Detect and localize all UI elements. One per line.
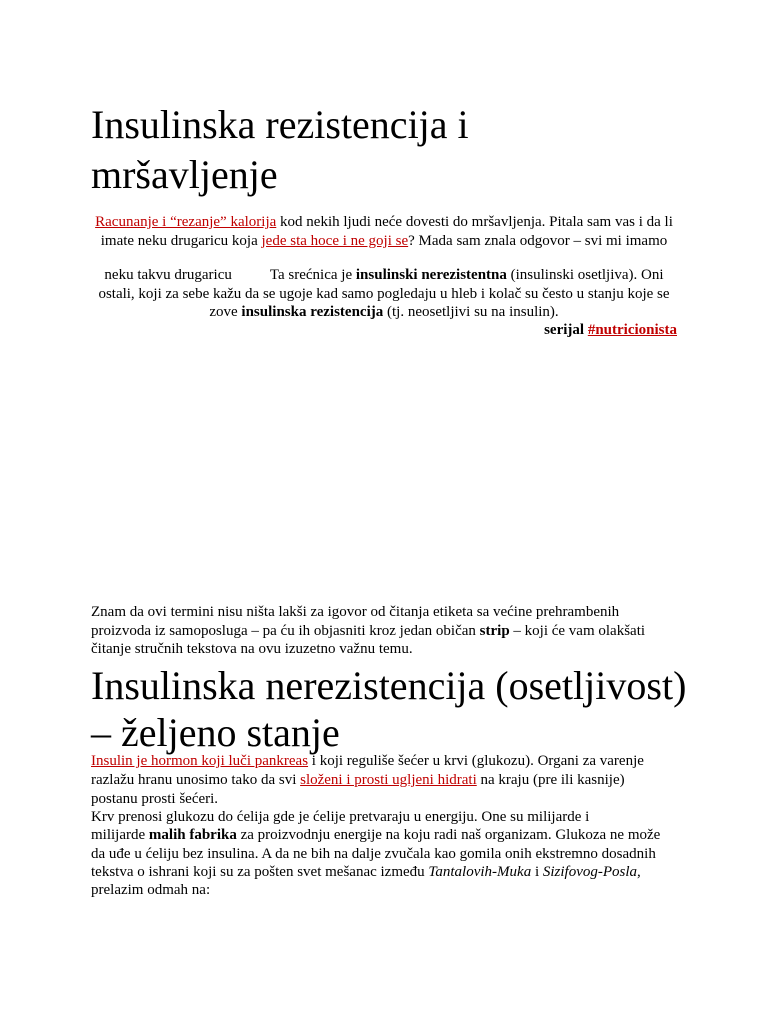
nutricionista-hashtag-link[interactable]: #nutricionista xyxy=(587,322,677,338)
para2-line-2 xyxy=(91,622,645,641)
intro-text: kod nekih ljudi neće dovesti do mršavljenja. Pitala sam vas i da li xyxy=(276,214,673,230)
intro-line-3 xyxy=(0,266,768,285)
intro-text: ? Mada sam znala odgovor – svi mi imamo xyxy=(408,233,668,249)
intro-text: neku takvu drugaricu xyxy=(104,267,232,283)
para3-line-1 xyxy=(91,752,644,771)
strip-term: strip xyxy=(479,623,510,639)
para2-text: proizvoda iz samoposluga – pa ću ih objasniti kroz jedan običan xyxy=(91,623,480,639)
calorie-counting-link[interactable]: Racunanje i “rezanje” kalorija xyxy=(95,214,277,230)
eats-and-stays-thin-link[interactable]: jede sta hoce i ne goji se xyxy=(261,233,409,249)
para3-text: milijarde xyxy=(91,827,149,843)
para3-line-4: Krv prenosi glukozu do ćelija gde je ćelije pretvaraju u energiju. One su milijarde i xyxy=(91,809,590,825)
para3-text: na kraju (pre ili kasnije) xyxy=(476,772,625,788)
intro-line-4 xyxy=(0,285,768,304)
intro-line-1 xyxy=(0,213,768,232)
para3-line-2 xyxy=(91,771,625,790)
section-heading-line-2: – željeno stanje xyxy=(91,710,340,755)
tantalus-term: Tantalovih-Muka xyxy=(428,864,532,880)
para3-text: tekstva o ishrani koji su za pošten svet mešanac između xyxy=(91,864,429,880)
small-factories-term: malih fabrika xyxy=(148,827,237,843)
sisyphus-term: Sizifovog-Posla xyxy=(542,864,638,880)
insulin-sensitive-term: insulinski nerezistentna xyxy=(355,267,507,283)
insulin-hormone-link[interactable]: Insulin je hormon koji luči pankreas xyxy=(91,753,309,769)
intro-text: ostali, koji za sebe kažu da se ugoje kad samo pogledaju u hleb i kolač su često u stanju koje se xyxy=(98,286,670,302)
intro-text: Ta srećnica je xyxy=(269,267,356,283)
para3-text: za proizvodnju energije na koju radi naš organizam. Glukoza ne može xyxy=(236,827,661,843)
section-heading-line-1: Insulinska nerezistencija (osetljivost) xyxy=(91,663,687,708)
page-title-line-2: mršavljenje xyxy=(91,152,278,197)
para3-text: i koji reguliše šećer u krvi (glukozu). Organi za varenje xyxy=(308,753,644,769)
para3-text: , xyxy=(637,864,641,880)
para2-text: – koji će vam olakšati xyxy=(509,623,646,639)
intro-line-2 xyxy=(0,232,768,251)
series-label: serijal xyxy=(544,322,588,338)
para3-line-6: da uđe u ćeliju bez insulina. A da ne bih na dalje zvučala kao gomila onih ekstremno dosadnih xyxy=(91,846,656,862)
para3-line-5 xyxy=(91,826,660,845)
intro-text: imate neku drugaricu koja xyxy=(100,233,262,249)
para2-line-3: čitanje stručnih tekstova na ovu izuzetno važnu temu. xyxy=(91,641,413,657)
series-line xyxy=(0,321,677,340)
para3-line-3: postanu prosti šećeri. xyxy=(91,791,219,807)
intro-text: zove xyxy=(209,304,242,320)
para3-text: i xyxy=(531,864,543,880)
intro-line-5 xyxy=(0,303,768,322)
page-title-line-1: Insulinska rezistencija i xyxy=(91,102,469,147)
carbohydrates-link[interactable]: složeni i prosti ugljeni hidrati xyxy=(300,772,477,788)
intro-text: (tj. neosetljivi su na insulin). xyxy=(383,304,559,320)
para2-line-1: Znam da ovi termini nisu ništa lakši za igovor od čitanja etiketa sa većine prehrambenih xyxy=(91,604,620,620)
para3-text: razlažu hranu unosimo tako da svi xyxy=(91,772,301,788)
para3-line-8: prelazim odmah na: xyxy=(91,882,211,898)
intro-text: (insulinski osetljiva). Oni xyxy=(506,267,664,283)
insulin-resistance-term: insulinska rezistencija xyxy=(241,304,384,320)
para3-line-7 xyxy=(91,863,641,882)
